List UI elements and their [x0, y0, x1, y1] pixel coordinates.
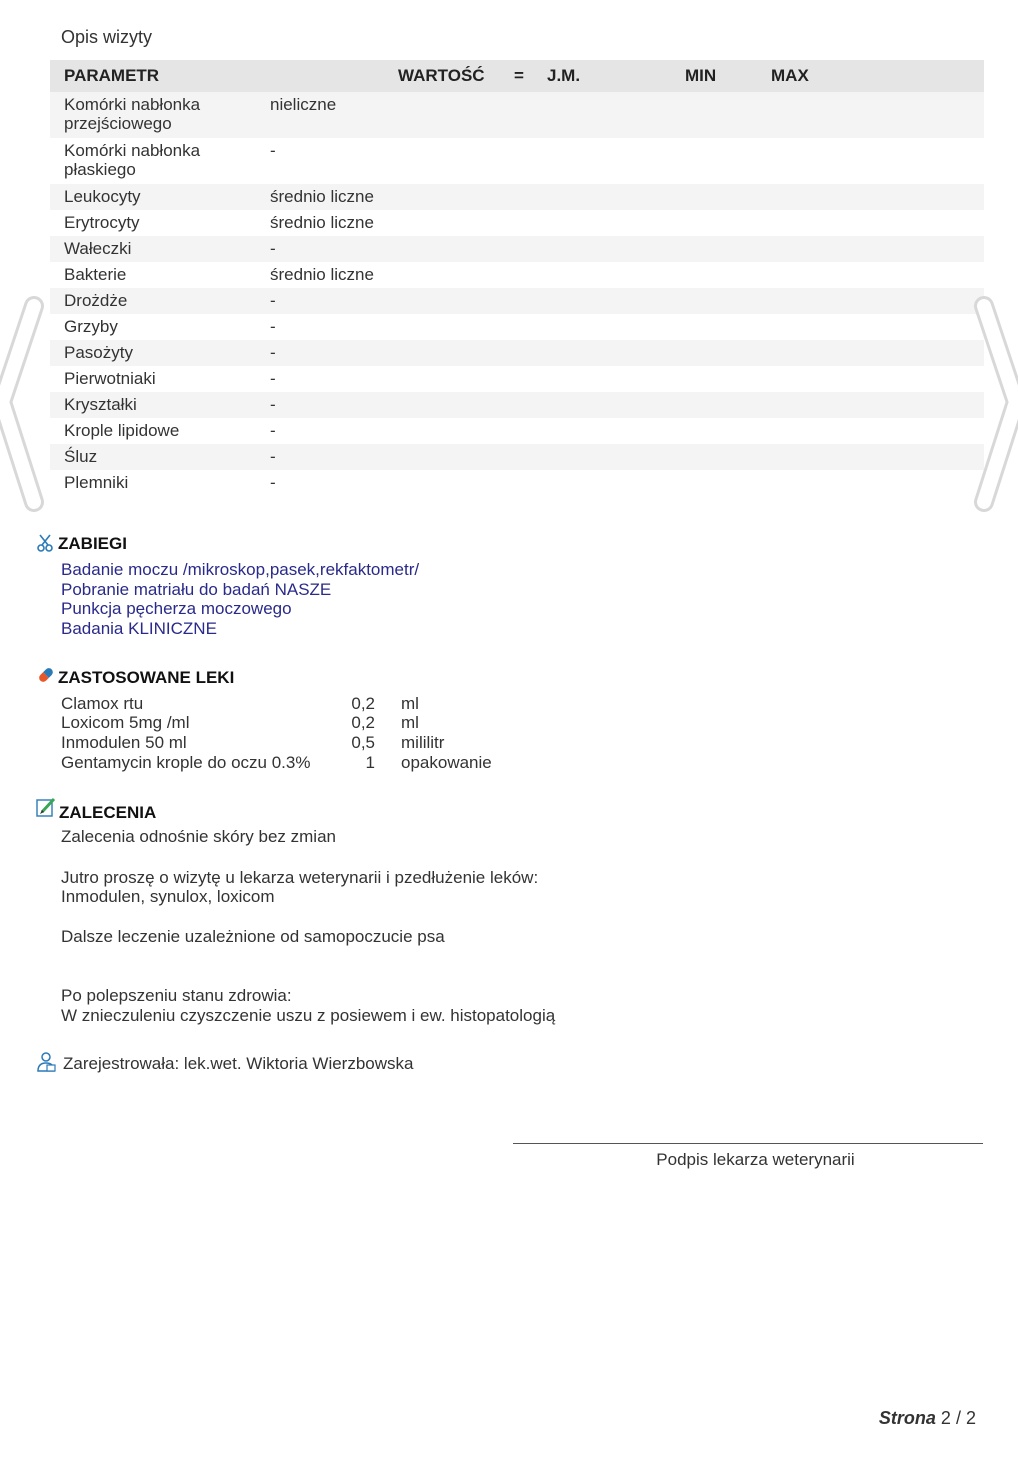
prev-page-button[interactable]: [0, 292, 48, 552]
page-number: [879, 1408, 976, 1429]
row-value: -: [270, 239, 276, 258]
row-parameter: Śluz: [64, 447, 98, 466]
table-row: [50, 444, 984, 470]
table-row: [50, 288, 984, 314]
row-value: średnio liczne: [270, 213, 374, 232]
table-row: [50, 470, 984, 496]
drug-quantity: 0,5: [351, 733, 375, 752]
recommendation-line: Jutro proszę o wizytę u lekarza weterynarii i pzedłużenie leków:: [61, 868, 539, 887]
page-prefix: Strona: [878, 1408, 936, 1428]
table-row: [50, 210, 984, 236]
page-total: 2: [965, 1408, 976, 1428]
row-parameter: Grzyby: [64, 317, 118, 336]
drug-row: [61, 753, 561, 773]
recommendation-line: Zalecenia odnośnie skóry bez zmian: [61, 827, 336, 846]
drug-name: Gentamycin krople do oczu 0.3%: [61, 753, 311, 772]
visit-description-title: Opis wizyty: [61, 27, 153, 47]
row-value: -: [270, 369, 276, 388]
header-unit: J.M.: [547, 66, 581, 85]
table-row: [50, 314, 984, 340]
drug-name: Loxicom 5mg /ml: [61, 713, 190, 732]
drug-quantity: 0,2: [351, 713, 375, 732]
row-parameter: Drożdże: [64, 291, 128, 310]
row-parameter: Bakterie: [64, 265, 127, 284]
procedure-link[interactable]: Badania KLINICZNE: [61, 619, 217, 638]
row-value: średnio liczne: [270, 265, 374, 284]
drug-name: Inmodulen 50 ml: [61, 733, 187, 752]
row-value: -: [270, 343, 276, 362]
table-row: [50, 340, 984, 366]
recommendation-line: Dalsze leczenie uzależnione od samopoczucie psa: [61, 927, 445, 946]
drug-name: Clamox rtu: [61, 694, 144, 713]
row-value: nieliczne: [270, 95, 337, 114]
header-value: WARTOŚĆ: [398, 66, 485, 85]
signature-line: [513, 1143, 983, 1144]
row-parameter: Pierwotniaki: [64, 369, 156, 388]
drug-unit: ml: [401, 713, 419, 732]
procedure-link[interactable]: Badanie moczu /mikroskop,pasek,rekfaktometr/: [61, 560, 420, 579]
row-value: -: [270, 421, 276, 440]
page-separator: /: [955, 1408, 961, 1428]
row-value: średnio liczne: [270, 187, 374, 206]
row-parameter: Komórki nabłonka płaskiego: [64, 141, 201, 179]
pill-icon: [36, 665, 56, 685]
drug-unit: mililitr: [401, 733, 445, 752]
row-value: -: [270, 395, 276, 414]
row-parameter: Kryształki: [64, 395, 137, 414]
row-value: -: [270, 473, 276, 492]
pencil-note-icon: [36, 797, 57, 818]
signature-label: Podpis lekarza weterynarii: [656, 1150, 855, 1169]
row-parameter: Erytrocyty: [64, 213, 140, 232]
procedure-link[interactable]: Pobranie matriału do badań NASZE: [61, 580, 332, 599]
header-parameter: PARAMETR: [64, 66, 160, 85]
row-parameter: Wałeczki: [64, 239, 132, 258]
procedure-link[interactable]: Punkcja pęcherza moczowego: [61, 599, 292, 618]
row-parameter: Plemniki: [64, 473, 129, 492]
drug-unit: opakowanie: [401, 753, 492, 772]
drug-unit: ml: [401, 694, 419, 713]
drug-quantity: 1: [365, 753, 375, 772]
drug-row: [61, 733, 561, 753]
row-parameter: Leukocyty: [64, 187, 141, 206]
row-value: -: [270, 317, 276, 336]
table-row: [50, 236, 984, 262]
table-row: [50, 392, 984, 418]
header-equals: =: [514, 66, 524, 85]
registered-by: Zarejestrowała: lek.wet. Wiktoria Wierzbowska: [63, 1054, 414, 1073]
drugs-heading: ZASTOSOWANE LEKI: [58, 668, 235, 687]
table-row: [50, 184, 984, 210]
header-max: MAX: [771, 66, 809, 85]
row-parameter: Krople lipidowe: [64, 421, 180, 440]
recommendation-line: W znieczuleniu czyszczenie uszu z posiewem i ew. histopatologią: [61, 1006, 556, 1025]
drug-quantity: 0,2: [351, 694, 375, 713]
chevron-left-icon: [0, 292, 48, 552]
table-row: [50, 92, 984, 138]
row-parameter: Pasożyty: [64, 343, 133, 362]
drug-row: [61, 694, 561, 714]
row-parameter: Komórki nabłonka przejściowego: [64, 95, 201, 133]
row-value: -: [270, 141, 276, 160]
page-current: 2: [940, 1408, 951, 1428]
table-row: [50, 418, 984, 444]
row-value: -: [270, 447, 276, 466]
recommendation-line: Po polepszeniu stanu zdrowia:: [61, 986, 292, 1005]
next-page-button[interactable]: [970, 292, 1018, 552]
recommendations-heading: ZALECENIA: [59, 803, 157, 822]
table-row: [50, 138, 984, 184]
table-row: [50, 366, 984, 392]
header-min: MIN: [685, 66, 717, 85]
recommendation-line: Inmodulen, synulox, loxicom: [61, 887, 275, 906]
drug-row: [61, 713, 561, 733]
table-header: [50, 60, 984, 92]
parameters-table: [50, 60, 984, 496]
chevron-right-icon: [970, 292, 1018, 552]
procedures-heading: ZABIEGI: [58, 534, 127, 553]
table-row: [50, 262, 984, 288]
row-value: -: [270, 291, 276, 310]
user-icon: [35, 1051, 57, 1073]
